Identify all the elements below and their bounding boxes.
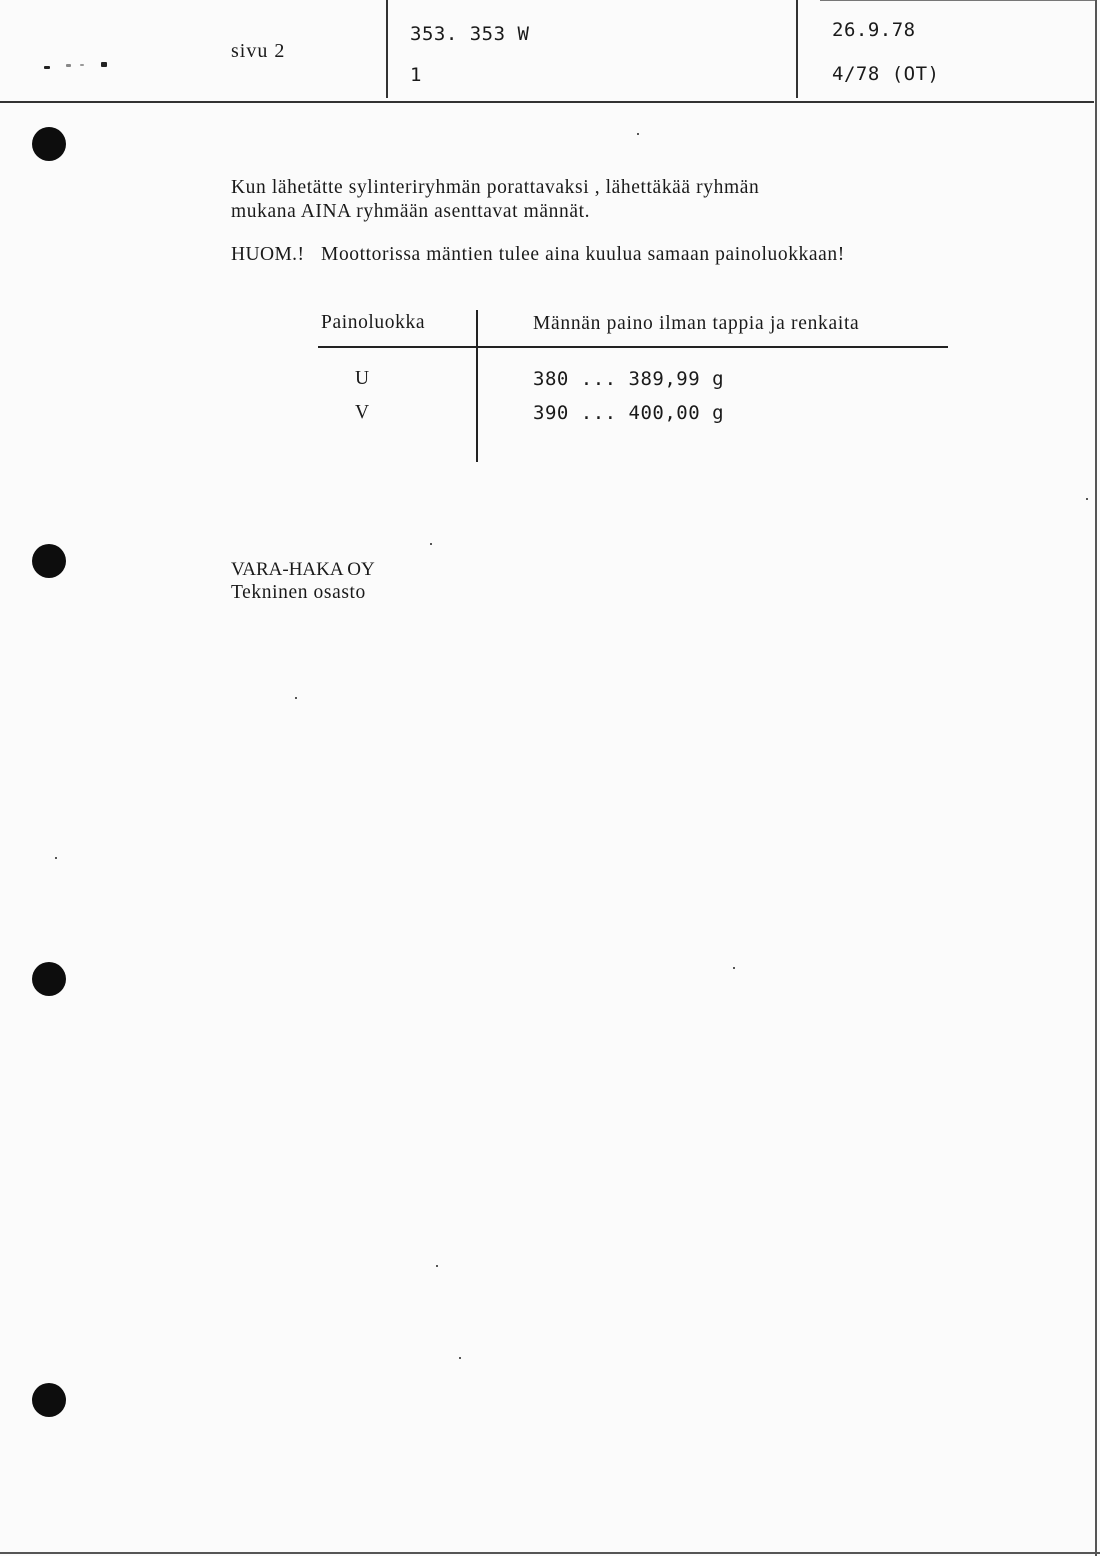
top-edge-line <box>820 0 1095 1</box>
scan-speck <box>101 62 107 67</box>
header-rule <box>0 101 1094 103</box>
document-date: 26.9.78 <box>832 19 916 41</box>
header-divider-left <box>386 0 388 98</box>
table-cell-weight: 390 ... 400,00 g <box>533 402 725 424</box>
scan-speck <box>66 64 71 67</box>
punch-hole-mark <box>32 962 66 996</box>
scan-speck <box>459 1357 461 1359</box>
scan-speck <box>430 543 432 545</box>
scan-speck <box>55 857 57 859</box>
header-divider-right <box>796 0 798 98</box>
table-header-rule <box>318 346 948 348</box>
right-edge-line <box>1095 0 1097 1556</box>
table-header-weight-class: Painoluokka <box>321 312 426 333</box>
note-text: Moottorissa mäntien tulee aina kuulua samaan painoluokkaan! <box>321 244 845 265</box>
item-number: 1 <box>410 64 422 86</box>
scan-speck <box>436 1265 438 1267</box>
note-label: HUOM.! <box>231 244 305 265</box>
intro-line-1: Kun lähetätte sylinteriryhmän porattavaksi , lähettäkää ryhmän <box>231 177 760 198</box>
bulletin-reference: 4/78 (OT) <box>832 63 940 85</box>
scan-speck <box>733 967 735 969</box>
model-code: 353. 353 W <box>410 23 530 45</box>
scan-speck <box>44 66 50 69</box>
page-label: sivu 2 <box>231 40 286 62</box>
department-name: Tekninen osasto <box>231 582 366 603</box>
bottom-edge-line <box>0 1552 1100 1554</box>
scan-speck <box>637 133 639 135</box>
table-cell-class: U <box>355 368 370 389</box>
scan-speck <box>1086 498 1088 500</box>
company-name: VARA-HAKA OY <box>231 559 375 580</box>
table-cell-class: V <box>355 402 370 423</box>
intro-line-2: mukana AINA ryhmään asenttavat männät. <box>231 201 591 222</box>
scan-speck <box>80 64 84 66</box>
punch-hole-mark <box>32 544 66 578</box>
punch-hole-mark <box>32 1383 66 1417</box>
table-cell-weight: 380 ... 389,99 g <box>533 368 725 390</box>
table-header-piston-weight: Männän paino ilman tappia ja renkaita <box>533 313 860 334</box>
table-column-divider <box>476 310 478 462</box>
scan-speck <box>295 697 297 699</box>
punch-hole-mark <box>32 127 66 161</box>
